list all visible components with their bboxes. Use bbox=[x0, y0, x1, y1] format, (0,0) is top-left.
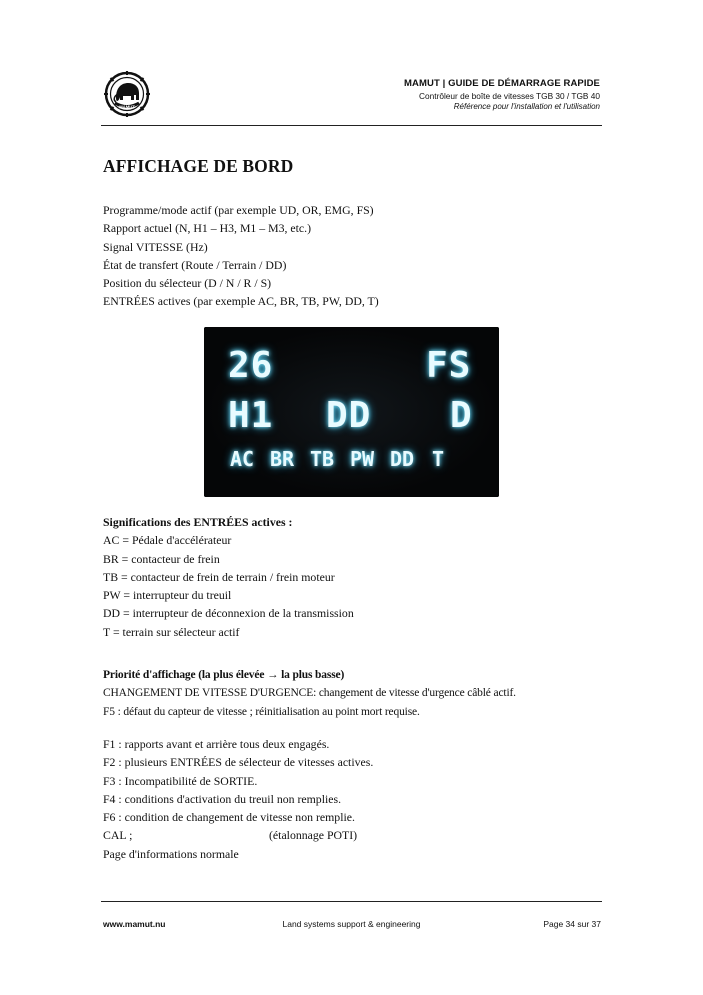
cal-description: (étalonnage POTI) bbox=[269, 828, 358, 843]
header-divider bbox=[101, 125, 602, 126]
list-item: Signal VITESSE (Hz) bbox=[103, 239, 208, 254]
list-item: T = terrain sur sélecteur actif bbox=[103, 624, 240, 639]
display-transfer: DD bbox=[326, 395, 372, 436]
svg-text:MAMUT: MAMUT bbox=[119, 104, 135, 110]
display-input-pw: PW bbox=[350, 447, 375, 471]
mamut-logo bbox=[101, 70, 153, 118]
footer-divider bbox=[101, 901, 602, 902]
footer-website: www.mamut.nu bbox=[103, 919, 166, 929]
display-selector: D bbox=[450, 395, 473, 436]
list-item: BR = contacteur de frein bbox=[103, 551, 220, 566]
footer-tagline: Land systems support & engineering bbox=[282, 919, 421, 929]
display-mode: FS bbox=[426, 345, 472, 386]
list-item: Page d'informations normale bbox=[103, 846, 239, 861]
list-item: Position du sélecteur (D / N / R / S) bbox=[103, 276, 272, 291]
list-item-cal bbox=[103, 826, 373, 844]
list-item: F1 : rapports avant et arrière tous deux engagés. bbox=[103, 737, 330, 751]
display-input-ac: AC bbox=[230, 447, 255, 471]
dashboard-display-photo bbox=[204, 327, 499, 497]
display-input-t: T bbox=[432, 447, 445, 471]
mammoth-logo-icon bbox=[101, 70, 153, 118]
header-subtitle-italic: Référence pour l'installation et l'utilisation bbox=[453, 102, 600, 111]
intro-list bbox=[103, 201, 379, 311]
display-input-dd: DD bbox=[390, 447, 415, 471]
section-title: AFFICHAGE DE BORD bbox=[103, 156, 294, 176]
list-item: Programme/mode actif (par exemple UD, OR, EMG, FS) bbox=[103, 203, 374, 217]
list-item: AC = Pédale d'accélérateur bbox=[103, 533, 232, 548]
list-item: TB = contacteur de frein de terrain / frein moteur bbox=[103, 569, 335, 584]
meanings-title: Significations des ENTRÉES actives : bbox=[103, 515, 293, 529]
list-item: F2 : plusieurs ENTRÉES de sélecteur de vitesses actives. bbox=[103, 755, 374, 770]
display-input-tb: TB bbox=[310, 447, 335, 471]
list-item: État de transfert (Route / Terrain / DD) bbox=[103, 257, 287, 272]
list-item: F4 : conditions d'activation du treuil non remplies. bbox=[103, 791, 342, 806]
list-item: CHANGEMENT DE VITESSE D'URGENCE: changement de vitesse d'urgence câblé actif. bbox=[103, 687, 516, 700]
list-item: ENTRÉES actives (par exemple AC, BR, TB, PW, DD, T) bbox=[103, 294, 379, 309]
priority-title: Priorité d'affichage (la plus élevée → la plus basse) bbox=[103, 669, 345, 681]
header-block bbox=[404, 78, 600, 111]
list-item: F6 : condition de changement de vitesse non remplie. bbox=[103, 810, 355, 825]
header-title: MAMUT | GUIDE DE DÉMARRAGE RAPIDE bbox=[404, 78, 600, 89]
display-gear: H1 bbox=[228, 395, 274, 436]
footer-page-number: Page 34 sur 37 bbox=[543, 919, 601, 929]
header-subtitle: Contrôleur de boîte de vitesses TGB 30 / TGB 40 bbox=[419, 91, 600, 101]
list-item: Rapport actuel (N, H1 – H3, M1 – M3, etc.) bbox=[103, 221, 312, 236]
list-item: F3 : Incompatibilité de SORTIE. bbox=[103, 773, 258, 788]
display-speed: 26 bbox=[228, 345, 274, 386]
list-item: F5 : défaut du capteur de vitesse ; réinitialisation au point mort requise. bbox=[103, 705, 420, 718]
priority-list-b bbox=[103, 735, 373, 863]
list-item: DD = interrupteur de déconnexion de la transmission bbox=[103, 606, 354, 621]
list-item: PW = interrupteur du treuil bbox=[103, 588, 232, 603]
display-input-br: BR bbox=[270, 447, 295, 471]
meanings-list bbox=[103, 513, 354, 641]
priority-list-a bbox=[103, 666, 516, 721]
cal-label: CAL ; bbox=[103, 828, 133, 843]
